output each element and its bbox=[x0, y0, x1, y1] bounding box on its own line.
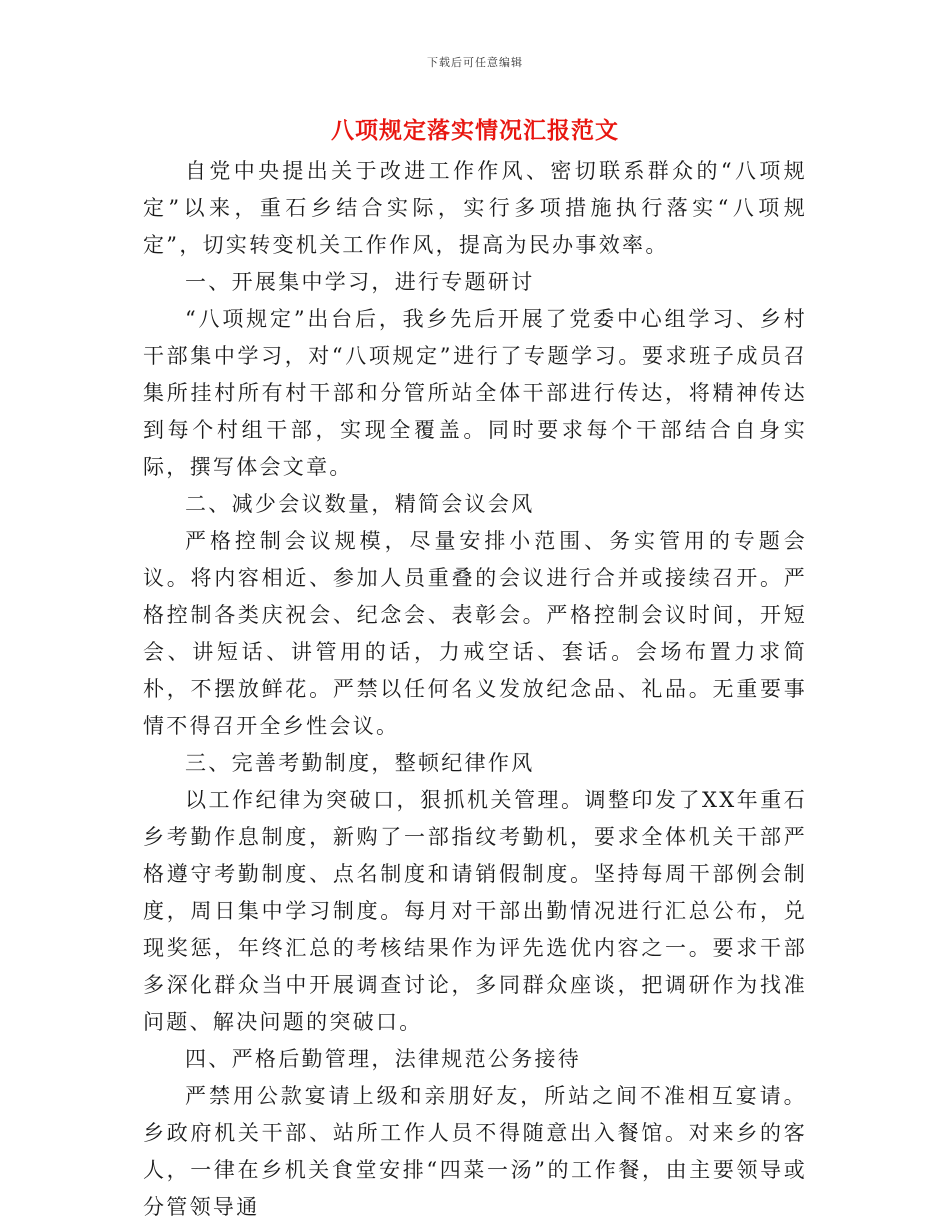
section-1-paragraph: “八项规定”出台后，我乡先后开展了党委中心组学习、乡村干部集中学习，对“八项规定”进行了专题学习。要求班子成员召集所挂村所有村干部和分管所站全体干部进行传达，将精神传达到每个村组干部，实现全覆盖。同时要求每个干部结合自身实际，撰写体会文章。 bbox=[143, 307, 807, 479]
section-4-paragraph: 严禁用公款宴请上级和亲朋好友，所站之间不准相互宴请。乡政府机关干部、站所工作人员不得随意出入餐馆。对来乡的客人，一律在乡机关食堂安排“四菜一汤”的工作餐，由主要领导或分管领导通 bbox=[143, 1084, 807, 1219]
section-1-heading: 一、开展集中学习，进行专题研讨 bbox=[185, 270, 535, 294]
section-2-paragraph: 严格控制会议规模，尽量安排小范围、务实管用的专题会议。将内容相近、参加人员重叠的会议进行合并或接续召开。严格控制各类庆祝会、纪念会、表彰会。严格控制会议时间，开短会、讲短话、讲管用的话，力戒空话、套话。会场布置力求简朴，不摆放鲜花。严禁以任何名义发放纪念品、礼品。无重要事情不得召开全乡性会议。 bbox=[143, 529, 807, 738]
header-note: 下载后可任意编辑 bbox=[427, 56, 523, 69]
intro-paragraph: 自党中央提出关于改进工作作风、密切联系群众的“八项规定”以来，重石乡结合实际，实行多项措施执行落实“八项规定”，切实转变机关工作作风，提高为民办事效率。 bbox=[143, 159, 807, 257]
document-title: 八项规定落实情况汇报范文 bbox=[331, 118, 619, 144]
section-4-heading: 四、严格后勤管理，法律规范公务接待 bbox=[185, 1047, 582, 1071]
section-3-paragraph: 以工作纪律为突破口，狠抓机关管理。调整印发了XX年重石乡考勤作息制度，新购了一部指纹考勤机，要求全体机关干部严格遵守考勤制度、点名制度和请销假制度。坚持每周干部例会制度，周日集中学习制度。每月对干部出勤情况进行汇总公布，兑现奖惩，年终汇总的考核结果作为评先选优内容之一。要求干部多深化群众当中开展调查讨论，多同群众座谈，把调研作为找准问题、解决问题的突破口。 bbox=[143, 788, 807, 1034]
section-2-heading: 二、减少会议数量，精简会议会风 bbox=[185, 492, 535, 516]
document-body bbox=[143, 153, 807, 1226]
section-3-heading: 三、完善考勤制度，整顿纪律作风 bbox=[185, 751, 535, 775]
